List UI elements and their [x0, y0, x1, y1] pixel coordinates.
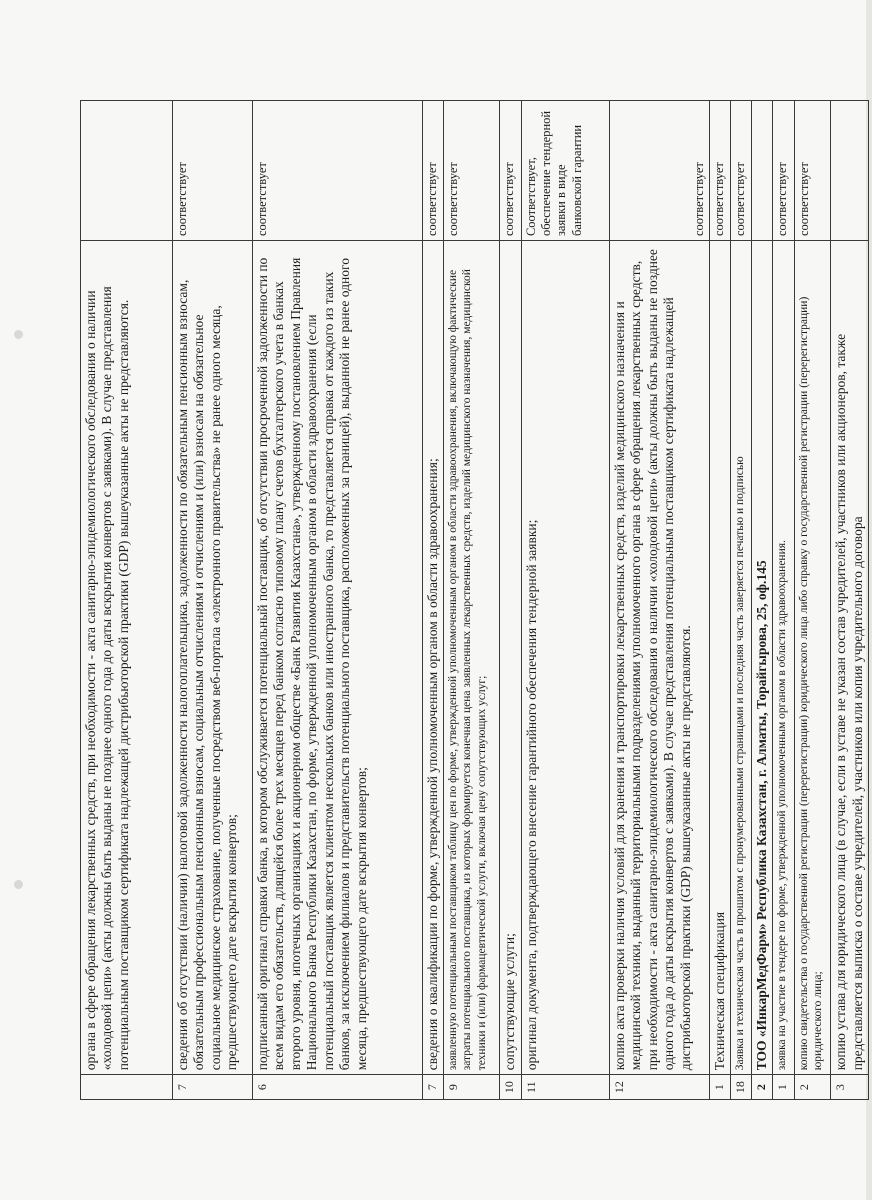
row-number: 1 — [773, 1075, 795, 1100]
compliance-result: соответствует — [731, 101, 751, 241]
table-row — [609, 101, 709, 1100]
row-number: 18 — [731, 1075, 751, 1100]
table-row — [795, 101, 831, 1100]
requirement-text: органа в сфере обращения лекарственных средств, при необходимости - акта санитарно-эпидемиологического обследования о наличии «холодовой цепи» (акты должны быть выданы не позднее одного года до даты вскрытия конвертов с заявками). В случае представления потенциальным поставщиком сертификата надлежащей дистрибьюторской практики (GDP) вышеуказанные акты не представляются. — [81, 241, 173, 1075]
table-row — [831, 101, 869, 1100]
table-row — [81, 101, 173, 1100]
compliance-result — [751, 101, 772, 241]
table-row — [423, 101, 444, 1100]
compliance-result: соответствует — [709, 101, 730, 241]
requirement-text: сведения о квалификации по форме, утвержденной уполномоченным органом в области здравоохранения; — [423, 241, 444, 1075]
row-number: 10 — [500, 1075, 521, 1100]
table-row — [709, 101, 730, 1100]
requirement-text: оригинал документа, подтверждающего внесение гарантийного обеспечения тендерной заявки; — [521, 241, 609, 1075]
row-number: 3 — [831, 1075, 869, 1100]
table-row — [173, 101, 253, 1100]
row-number — [81, 1075, 173, 1100]
table-row — [444, 101, 500, 1100]
supplier-name: ТОО «ИнкарМедФарм» Республика Казахстан, г. Алматы, Торайгырова, 25, оф.145 — [751, 241, 772, 1075]
compliance-result: соответствует — [500, 101, 521, 241]
row-number: 11 — [521, 1075, 609, 1100]
row-number: 2 — [795, 1075, 831, 1100]
requirement-text: заявленную потенциальным поставщиком таблицу цен по форме, утвержденной уполномоченным органом в области здравоохранения, включающую фактические затраты потенциального поставщика, из которых формируется конечная цена заявленных лекарственных средств, изделий медицинского назначения, медицинской техники и (или) фармацевтической услуги, включая цену сопутствующих услуг; — [444, 241, 500, 1075]
compliance-result: Соответствует, обеспечение тендерной заявки в виде банковской гарантии — [521, 101, 609, 241]
requirement-text: подписанный оригинал справки банка, в котором обслуживается потенциальный поставщик, об отсутствии просроченной задолженности по всем видам его обязательств, длящейся более трех месяцев перед банком согласно типовому плану счетов бухгалтерского учета в банках второго уровня, ипотечных организациях и акционерном обществе «Банк Развития Казахстана», утвержденному постановлением Правления Национального Банка Республики Казахстан, по форме, утвержденной уполномоченным органом в области здравоохранения (если потенциальный поставщик является клиентом нескольких банков или иностранного банка, то представляется справка от каждого из таких банков, за исключением филиалов и представительств потенциального поставщика, расположенных за границей), выданной не ранее одного месяца, предшествующего дате вскрытия конвертов; — [253, 241, 423, 1075]
compliance-result: соответствует — [773, 101, 795, 241]
requirement-text: Заявка и техническая часть в прошитом с пронумерованными страницами и последняя часть заверяется печатью и подписью — [731, 241, 751, 1075]
compliance-result — [831, 101, 869, 241]
requirement-text: сведения об отсутствии (наличии) налоговой задолженности налогоплательщика, задолженности по обязательным пенсионным взносам, обязательным профессиональным пенсионным взносам, социальным отчислениям и отчислениям и (или) взносам на обязательное социальное медицинское страхование, полученные посредством веб-портала «электронного правительства» не ранее одного месяца, предшествующего дате вскрытия конвертов; — [173, 241, 253, 1075]
row-number: 7 — [173, 1075, 253, 1100]
compliance-result: соответствует — [173, 101, 253, 241]
requirement-text: заявка на участие в тендере по форме, утвержденной уполномоченным органом в области здравоохранения. — [773, 241, 795, 1075]
row-number: 9 — [444, 1075, 500, 1100]
compliance-result — [81, 101, 173, 241]
compliance-result: соответствует — [253, 101, 423, 241]
row-number: 7 — [423, 1075, 444, 1100]
compliance-result: соответствует — [609, 101, 709, 241]
row-number: 12 — [609, 1075, 709, 1100]
rotated-document — [80, 100, 865, 1100]
supplier-header-row — [751, 101, 772, 1100]
table-row — [500, 101, 521, 1100]
requirement-text: сопутствующие услуги; — [500, 241, 521, 1075]
requirement-text: копию акта проверки наличия условий для хранения и транспортировки лекарственных средств, изделий медицинского назначения и медицинской техники, выданный территориальными подразделениями уполномоченного органа в сфере обращения лекарственных средств, при необходимости - акта санитарно-эпидемиологического обследования о наличии «холодовой цепи» (акты должны быть выданы не позднее одного года до даты вскрытия конвертов с заявками). В случае представления потенциальным поставщиком сертификата надлежащей дистрибьюторской практики (GDP) вышеуказанные акты не представляются. — [609, 241, 709, 1075]
table-row — [521, 101, 609, 1100]
table-row — [253, 101, 423, 1100]
table-row — [773, 101, 795, 1100]
row-number: 1 — [709, 1075, 730, 1100]
compliance-result: соответствует — [423, 101, 444, 241]
requirement-text: Техническая спецификация — [709, 241, 730, 1075]
requirement-text: копию свидетельства о государственной регистрации (перерегистрации) юридического лица либо справку о государственной регистрации (перерегистрации) юридического лица; — [795, 241, 831, 1075]
requirement-text: копию устава для юридического лица (в случае, если в уставе не указан состав учредителей, участников или акционеров, также представляется выписка о составе учредителей, участников или копия учредительного договора — [831, 241, 869, 1075]
row-number: 6 — [253, 1075, 423, 1100]
compliance-result: соответствует — [795, 101, 831, 241]
table-row — [731, 101, 751, 1100]
supplier-number: 2 — [751, 1075, 772, 1100]
requirements-table — [80, 100, 869, 1100]
compliance-result: соответствует — [444, 101, 500, 241]
